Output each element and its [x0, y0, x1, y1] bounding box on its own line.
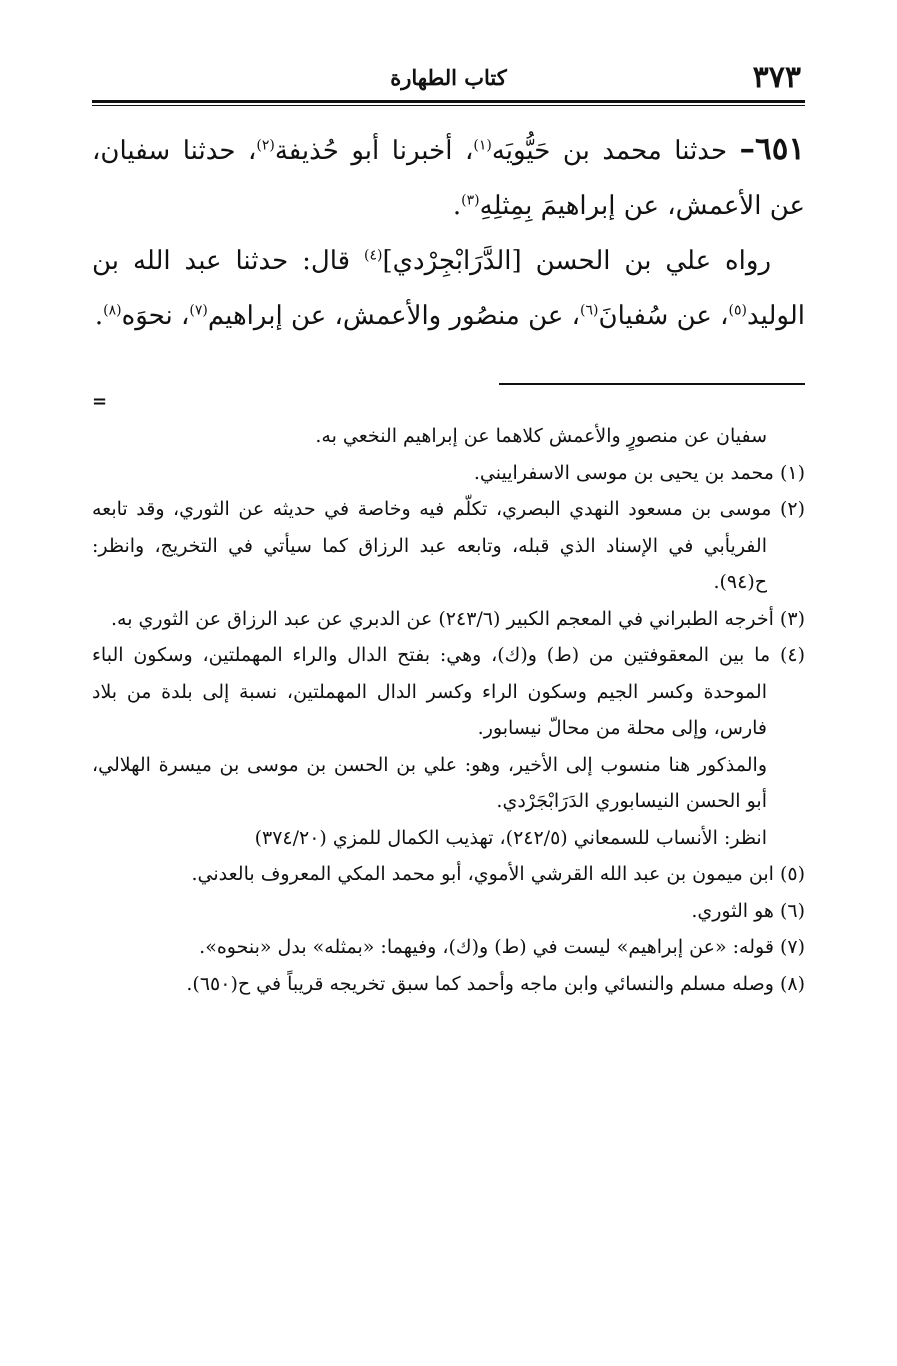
footnote-ref[interactable]: (٧) [189, 302, 208, 319]
text-run: ، عن منصُور والأعمش، عن إبراهيم [207, 301, 581, 331]
text-run: رواه علي بن الحسن [الدَّرَابْجِرْدي] [382, 246, 772, 276]
footnote-ref[interactable]: (٢) [256, 137, 275, 154]
footnote-4-continued: والمذكور هنا منسوب إلى الأخير، وهو: علي بن الحسن بن موسى بن ميسرة الهلالي، أبو الحسن النيسابوري الدَرَابْجَرْدي. [92, 753, 767, 812]
footnote-ref[interactable]: (٨) [103, 302, 122, 319]
narration-paragraph [92, 234, 805, 344]
footnote-4: (٤) ما بين المعقوفتين من (ط) و(ك)، وهي: بفتح الدال والراء المهملتين، وسكون الباء الموحدة وكسر الجيم وسكون الراء وكسر الدال المهملتين، نسبة إلى بلدة من بلاد فارس، وإلى محلة من محالّ نيسابور. [92, 644, 805, 739]
page-number: ٣٧٣ [752, 60, 801, 95]
text-run: قال: حدثنا عبد الله بن الوليد [92, 246, 805, 331]
footnote-5: (٥) ابن ميمون بن عبد الله القرشي الأموي، أبو محمد المكي المعروف بالعدني. [191, 863, 805, 885]
footnote-4-references: انظر: الأنساب للسمعاني (٢٤٢/٥)، تهذيب الكمال للمزي (٣٧٤/٢٠) [254, 826, 767, 849]
footnote-1: (١) محمد بن يحيى بن موسى الاسفراييني. [473, 461, 805, 484]
footnote-ref[interactable]: (١) [473, 137, 492, 154]
footnote-separator [499, 383, 805, 385]
footnote-ref[interactable]: (٥) [728, 302, 747, 319]
text-run: حدثنا محمد بن حَيُّويَه [491, 136, 740, 166]
text-run: ، أخبرنا أبو حُذيفة [274, 136, 474, 166]
text-run: . [452, 191, 462, 221]
hadith-dash: – [739, 131, 756, 167]
text-run: ، حدثنا سفيان، عن الأعمش، عن إبراهيمَ بِمِثلِهِ [92, 136, 805, 221]
text-run: . [94, 301, 104, 331]
footnotes [92, 418, 805, 1002]
hadith-paragraph [92, 122, 805, 234]
hadith-number: ٦٥١ [755, 131, 805, 167]
footnote-continuation: سفيان عن منصورٍ والأعمش كلاهما عن إبراهيم النخعي به. [315, 425, 767, 447]
footnote-ref[interactable]: (٦) [580, 302, 599, 319]
text-run: ، عن سُفيانَ [598, 301, 729, 331]
continuation-mark: = [92, 391, 108, 412]
footnote-7: (٧) قوله: «عن إبراهيم» ليست في (ط) و(ك)، وفيهما: «بمثله» بدل «بنحوه». [199, 936, 805, 958]
footnote-ref[interactable]: (٣) [461, 192, 480, 209]
book-page [92, 0, 805, 1366]
footnote-2: (٢) موسى بن مسعود النهدي البصري، تكلّم فيه وخاصة في حديثه عن الثوري، وقد تابعه الفريأبي في الإسناد الذي قبله، وتابعه عبد الرزاق كما سيأتي في التخريج، وانظر: ح(٩٤). [92, 498, 805, 593]
footnote-8: (٨) وصله مسلم والنسائي وابن ماجه وأحمد كما سبق تخريجه قريباً في ح(٦٥٠). [186, 972, 805, 995]
footnote-ref[interactable]: (٤) [364, 247, 383, 264]
header-rule-thick [92, 100, 805, 103]
running-title: كتاب الطهارة [390, 65, 507, 90]
main-text [92, 122, 805, 344]
text-run: ، نحوَه [121, 301, 190, 331]
footnote-6: (٦) هو الثوري. [691, 899, 805, 922]
header-rule-thin [92, 105, 805, 106]
page-header [92, 60, 805, 96]
footnote-3: (٣) أخرجه الطبراني في المعجم الكبير (٢٤٣/٦) عن الدبري عن عبد الرزاق عن الثوري به. [110, 607, 805, 630]
